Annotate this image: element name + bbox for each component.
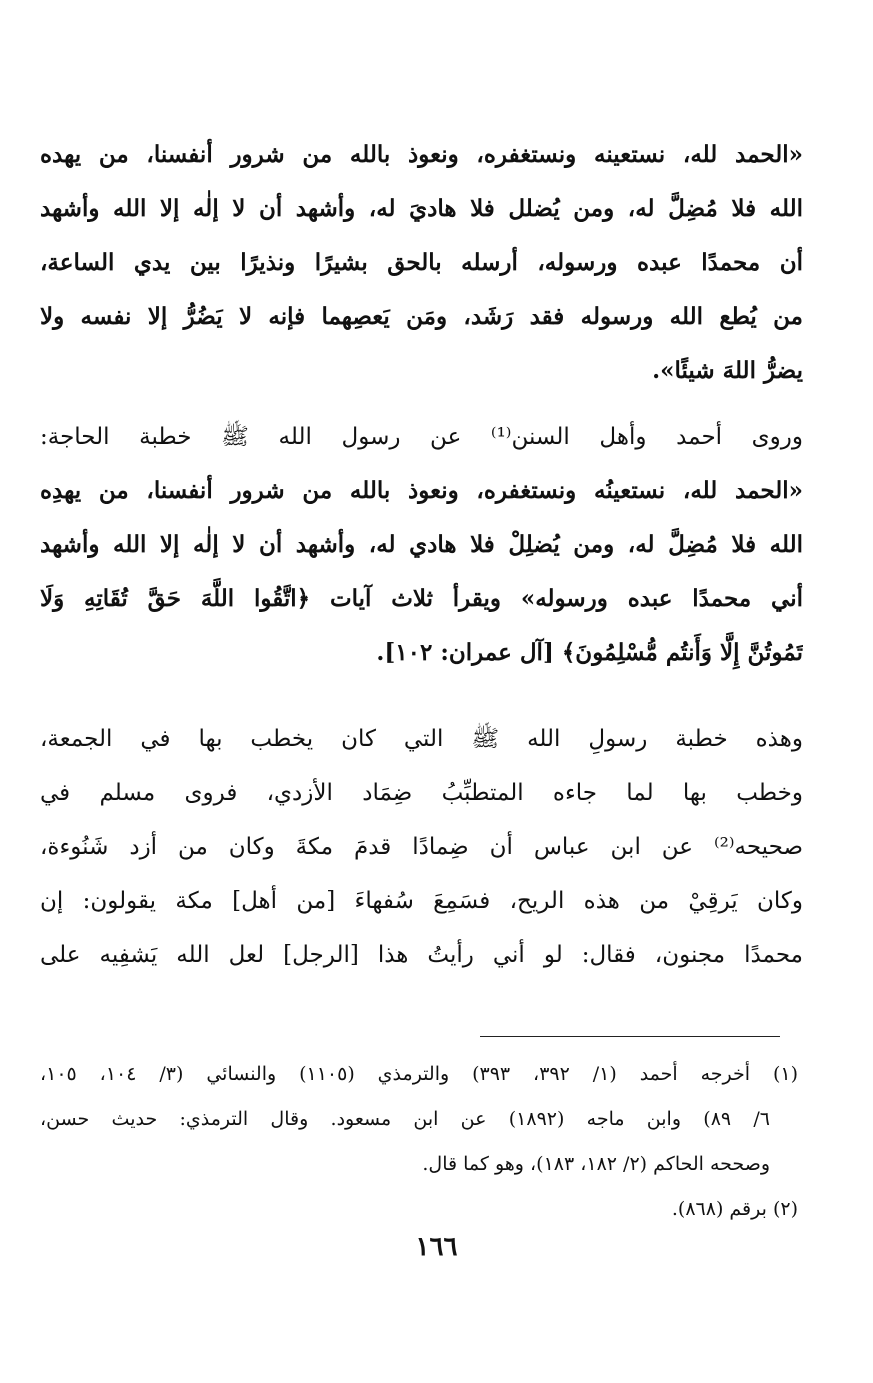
text-line: يضرُّ اللهَ شيئًا». — [652, 357, 803, 384]
text-line: «الحمد لله، نستعينه ونستغفره، ونعوذ بالله من شرور أنفسنا، من يهده — [40, 141, 803, 168]
paragraph-hamd — [40, 128, 803, 398]
text-line: وهذه خطبة رسولِ الله ﷺ التي كان يخطب بها في الجمعة، — [40, 726, 803, 752]
text-line: الله فلا مُضِلَّ له، ومن يُضلل فلا هاديَ له، وأشهد أن لا إلٰه إلا الله وأشهد — [40, 195, 803, 222]
text-line: وكان يَرقِيْ من هذه الريح، فسَمِعَ سُفهاءَ [من أهل] مكة يقولون: إن — [40, 888, 803, 914]
text-line: أني محمدًا عبده ورسوله» ويقرأ ثلاث آيات ﴿اتَّقُوا اللَّهَ حَقَّ تُقَاتِهِ وَلَا — [40, 585, 803, 612]
text-line: «الحمد لله، نستعينُه ونستغفره، ونعوذ بالله من شرور أنفسنا، من يهدِه — [40, 477, 803, 504]
text-line: محمدًا مجنون، فقال: لو أني رأيتُ هذا [الرجل] لعل الله يَشفِيه على — [40, 942, 803, 968]
page-number: ١٦٦ — [415, 1232, 458, 1262]
text-line: صحيحه⁽²⁾ عن ابن عباس أن ضِمادًا قدمَ مكةَ وكان من أزد شَنُوءة، — [40, 834, 803, 860]
text-line: أن محمدًا عبده ورسوله، أرسله بالحق بشيرًا ونذيرًا بين يدي الساعة، — [40, 249, 803, 276]
footnote-line: (١) أخرجه أحمد (١/ ٣٩٢، ٣٩٣) والترمذي (١١٠٥) والنسائي (٣/ ١٠٤، ١٠٥، — [40, 1063, 798, 1085]
footnote-line: ٦/ ٨٩) وابن ماجه (١٨٩٢) عن ابن مسعود. وقال الترمذي: حديث حسن، — [40, 1108, 770, 1130]
footnote-divider — [480, 1036, 780, 1037]
text-line: وخطب بها لما جاءه المتطبِّبُ ضِمَاد الأزدي، فروى مسلم في — [40, 780, 803, 806]
text-line: تَمُوتُنَّ إِلَّا وَأَنتُم مُّسْلِمُونَ﴾ [آل عمران: ١٠٢]. — [376, 639, 803, 666]
text-line: من يُطع الله ورسوله فقد رَشَد، ومَن يَعصِهما فإنه لا يَضُرُّ إلا نفسه ولا — [40, 303, 803, 330]
paragraph-dimad — [40, 712, 803, 982]
text-line: الله فلا مُضِلَّ له، ومن يُضلِلْ فلا هادي له، وأشهد أن لا إلٰه إلا الله وأشهد — [40, 531, 803, 558]
footnotes — [40, 1052, 798, 1232]
paragraph-khutbat-al-hajah — [40, 410, 803, 680]
footnote-line: وصححه الحاكم (٢/ ١٨٢، ١٨٣)، وهو كما قال. — [422, 1153, 770, 1175]
text-line: وروى أحمد وأهل السنن⁽¹⁾ عن رسول الله ﷺ خطبة الحاجة: — [40, 424, 803, 450]
footnote-line: (٢) برقم (٨٦٨). — [671, 1198, 798, 1220]
